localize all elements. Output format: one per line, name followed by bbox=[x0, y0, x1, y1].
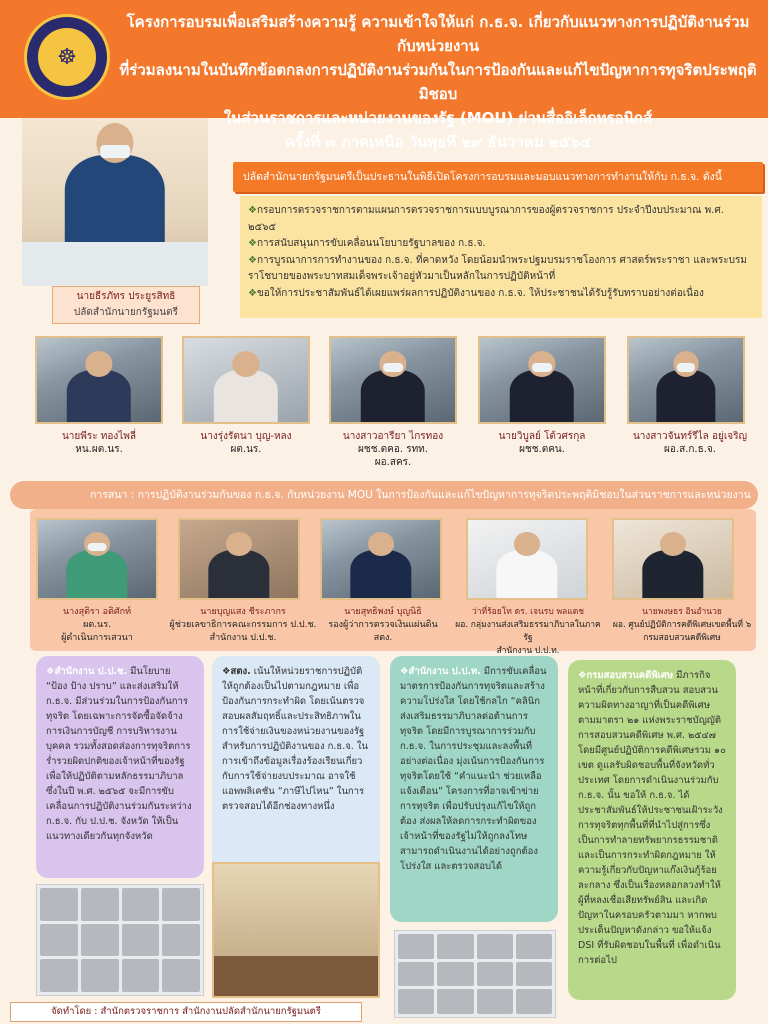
title-line-1: โครงการอบรมเพื่อเสริมสร้างความรู้ ความเข้าใจให้แก่ ก.ธ.จ. เกี่ยวกับแนวทางการปฏิบัติงานร่วมกับหน่วยงาน bbox=[126, 13, 750, 55]
bullet-item: ❖ขอให้การประชาสัมพันธ์ได้เผยแพร่ผลการปฏิบัติงานของ ก.ธ.จ. ให้ประชาชนได้รับรู้รับทราบอย่างต่อเนื่อง bbox=[248, 287, 704, 299]
footer-credit: จัดทำโดย : สำนักตรวจราชการ สำนักงานปลัดสำนักนายกรัฐมนตรี bbox=[10, 1002, 362, 1022]
video-conference-photo bbox=[36, 884, 204, 996]
box-title: สำนักงาน ป.ป.ท. bbox=[408, 666, 481, 677]
speaker-photo bbox=[178, 518, 300, 600]
bullet-item: ❖การสนับสนุนการขับเคลื่อนนโยบายรัฐบาลของ ก.ธ.จ. bbox=[248, 238, 486, 249]
box-body: มีภารกิจหน้าที่เกี่ยวกับการสืบสวน สอบสวนความผิดทางอาญาที่เป็นคดีพิเศษตามมาตรา ๒๑ แห่งพระราชบัญญัติการสอบสวนคดีพิเศษ พ.ศ. ๒๕๔๗ โดยมีศูนย์ปฏิบัติการคดีพิเศษรวม ๑๐ เขต ดูแลรับผิดชอบพื้นที่จังหวัดทั่วประเทศ โดยการดำเนินงานร่วมกับ ก.ธ.จ. นั้น ขอให้ ก.ธ.จ. ได้ประชาสัมพันธ์ให้ประชาชนเฝ้าระวังการทุจริตทุกพื้นที่ที่นำไปสู่การซึ่งเป็นการทำลายทรัพยากรธรรมชาติ และเป็นการกระทำผิดกฎหมาย ให้ความรู้เกี่ยวกับปัญหาแก๊งเงินกู้ร้อยละกลาง ซึ่งเป็นเรื่องหลอกลวงทำให้ผู้ที่หลงเชื่อเสียทรัพย์สิน และเกิดปัญหาในครอบครัวตามมา หากพบประเด็นปัญหาดังกล่าว ขอให้แจ้ง DSI ที่รับผิดชอบในพื้นที่ เพื่อดำเนินการต่อไป bbox=[578, 670, 726, 966]
official-photo bbox=[35, 336, 163, 424]
box-nacc: ❖สำนักงาน ป.ป.ช. มีนโยบาย “ป้อง ป้าง ปราบ” และส่งเสริมให้ ก.ธ.จ. มีส่วนร่วมในการป้องกันการทุจริต โดยเฉพาะการจัดซื้อจัดจ้าง การเงินการบัญชี การบริหารงานบุคคล รวมทั้งสอดส่องการทุจริตการร่ำรวยผิดปกติของเจ้าหน้าที่ของรัฐ เพื่อให้ปฏิบัติตามหลักธรรมาภิบาล ซึ่งในปี พ.ศ. ๒๕๖๕ จะมีการขับเคลื่อนการปฏิบัติงานร่วมกันระหว่าง ก.ธ.จ. กับ ป.ป.ช. จังหวัด ให้เป็นแนวทางเดียวกันทุกจังหวัด bbox=[36, 656, 204, 878]
government-emblem-icon: ☸ bbox=[24, 14, 110, 100]
title-line-2: ที่ร่วมลงนามในบันทึกข้อตกลงการปฏิบัติงานร่วมกันในการป้องกันและแก้ไขปัญหาการทุจริตประพฤติมิชอบ bbox=[119, 61, 757, 103]
box-title: กรมสอบสวนคดีพิเศษ bbox=[586, 670, 674, 681]
page-title bbox=[118, 10, 758, 154]
official-caption: นางสาวจันทร์รีไล อยู่เจริญ ผอ.ส.ก.ธ.จ. bbox=[632, 431, 748, 455]
section1-banner: ปลัดสำนักนายกรัฐมนตรีเป็นประธานในพิธีเปิดโครงการอบรมและมอบแนวทางการทำงานให้กับ ก.ธ.จ. ดังนี้ bbox=[233, 162, 763, 192]
chairperson-name: นายธีรภัทร ประยูรสิทธิ bbox=[76, 291, 176, 302]
speaker-caption: นายบุญแสง ชีระภากร ผู้ช่วยเลขาธิการคณะกรรมการ ป.ป.ช. สำนักงาน ป.ป.ช. bbox=[169, 607, 317, 643]
box-oag: ❖สตง. เน้นให้หน่วยราชการปฏิบัติให้ถูกต้องเป็นไปตามกฎหมาย เพื่อป้องกันการกระทำผิด โดยเน้นตรวจสอบผลสัมฤทธิ์และประสิทธิภาพในการใช้จ่ายเงินของหน่วยงานของรัฐ สำหรับการปฏิบัติงานของ ก.ธ.จ. ในการเข้าถึงข้อมูลเรื่องร้องเรียนเกี่ยวกับการใช้จ่ายงบประมาณ อาจใช้แอพพลิเคชัน “ภาษีไปไหน” ในการตรวจสอบได้อีกช่องทางหนึ่ง bbox=[212, 656, 380, 946]
section2-banner: การสนา : การปฏิบัติงานร่วมกันของ ก.ธ.จ. กับหน่วยงาน MOU ในการป้องกันและแก้ไขปัญหาการทุจริตประพฤติมิชอบในส่วนราชการและหน่วยงาน bbox=[10, 481, 758, 509]
official-caption: นางสาวอารียา ไกรทอง ผชช.ตคอ. รทท. ผอ.สคร. bbox=[342, 431, 444, 468]
official-photo bbox=[182, 336, 310, 424]
box-body: เน้นให้หน่วยราชการปฏิบัติให้ถูกต้องเป็นไปตามกฎหมาย เพื่อป้องกันการกระทำผิด โดยเน้นตรวจสอบผลสัมฤทธิ์และประสิทธิภาพในการใช้จ่ายเงินของหน่วยงานของรัฐ สำหรับการปฏิบัติงานของ ก.ธ.จ. ในการเข้าถึงข้อมูลเรื่องร้องเรียนเกี่ยวกับการใช้จ่ายงบประมาณ อาจใช้แอพพลิเคชัน “ภาษีไปไหน” ในการตรวจสอบได้อีกช่องทางหนึ่ง bbox=[222, 666, 368, 812]
section1-bullets bbox=[240, 196, 762, 318]
speaker-caption: ว่าที่ร้อยโท ดร. เจนรบ พลแดช ผอ. กลุ่มงานส่งเสริมธรรมาภิบาลในภาครัฐ สำนักงาน ป.ป.ท. bbox=[455, 607, 601, 656]
box-title: สำนักงาน ป.ป.ช. bbox=[54, 666, 128, 677]
chairperson-label bbox=[52, 286, 200, 324]
speaker-photo bbox=[320, 518, 442, 600]
bullet-item: ❖กรอบการตรวจราชการตามแผนการตรวจราชการแบบบูรณาการของผู้ตรวจราชการ ประจำปีงบประมาณ พ.ศ. ๒๕๖๕ bbox=[248, 205, 724, 233]
speaker-caption: นายพงษธร อินอำนวย ผอ. ศูนย์ปฏิบัติการคดีพิเศษเขตพื้นที่ ๖ กรมสอบสวนคดีพิเศษ bbox=[612, 607, 752, 643]
official-photo bbox=[478, 336, 606, 424]
box-title: สตง. bbox=[230, 666, 251, 677]
box-pacc: ❖สำนักงาน ป.ป.ท. มีการขับเคลื่อนมาตรการป้องกันการทุจริตและสร้างความโปร่งใส โดยใช้กลไก “คลินิกส่งเสริมธรรมาภิบาลต่อต้านการทุจริต โดยมีการบูรณาการร่วมกับ ก.ธ.จ. ในการประชุมและลงพื้นที่อย่างต่อเนื่อง มุ่งเน้นการป้องกันการทุจริตโดยใช้ “คำแนะนำ ช่วยเหลือ แจ้งเตือน” โครงการที่อาจเข้าข่ายการทุจริต เพื่อปรับปรุงแก้ไขให้ถูกต้อง ส่งผลให้ลดการกระทำผิดของเจ้าหน้าที่ของรัฐไม่ให้ถูกลงโทษ สามารถดำเนินงานได้อย่างถูกต้อง โปร่งใส และตรวจสอบได้ bbox=[390, 656, 558, 922]
official-photo bbox=[329, 336, 457, 424]
speaker-photo bbox=[36, 518, 158, 600]
official-photo bbox=[627, 336, 745, 424]
title-line-4: ครั้งที่ ๓ ภาคเหนือ วันพุธที่ ๒๙ ธันวาคม ๒๕๖๔ bbox=[284, 133, 592, 151]
meeting-room-photo bbox=[212, 862, 380, 998]
official-caption: นางรุ่งรัตนา บุญ-หลง ผต.นร. bbox=[200, 431, 292, 455]
box-dsi: ❖กรมสอบสวนคดีพิเศษ มีภารกิจหน้าที่เกี่ยวกับการสืบสวน สอบสวนความผิดทางอาญาที่เป็นคดีพิเศษตามมาตรา ๒๑ แห่งพระราชบัญญัติการสอบสวนคดีพิเศษ พ.ศ. ๒๕๔๗ โดยมีศูนย์ปฏิบัติการคดีพิเศษรวม ๑๐ เขต ดูแลรับผิดชอบพื้นที่จังหวัดทั่วประเทศ โดยการดำเนินงานร่วมกับ ก.ธ.จ. นั้น ขอให้ ก.ธ.จ. ได้ประชาสัมพันธ์ให้ประชาชนเฝ้าระวังการทุจริตทุกพื้นที่ที่นำไปสู่การซึ่งเป็นการทำลายทรัพยากรธรรมชาติ และเป็นการกระทำผิดกฎหมาย ให้ความรู้เกี่ยวกับปัญหาแก๊งเงินกู้ร้อยละกลาง ซึ่งเป็นเรื่องหลอกลวงทำให้ผู้ที่หลงเชื่อเสียทรัพย์สิน และเกิดปัญหาในครอบครัวตามมา หากพบประเด็นปัญหาดังกล่าว ขอให้แจ้ง DSI ที่รับผิดชอบในพื้นที่ เพื่อดำเนินการต่อไป bbox=[568, 660, 736, 1000]
chairperson-photo bbox=[22, 118, 208, 286]
official-caption: นายวิบูลย์ โต้วศรกุล ผชช.ตคน. bbox=[498, 431, 586, 455]
speaker-caption: นางสุติรา อติศักท์ ผต.นร. ผู้ดำเนินการเสวนา bbox=[61, 607, 133, 643]
chairperson-title: ปลัดสำนักนายกรัฐมนตรี bbox=[73, 307, 179, 318]
video-conference-photo bbox=[394, 930, 556, 1018]
official-caption: นายพีระ ทองไพลี่ หน.ผต.นร. bbox=[61, 431, 137, 455]
speaker-caption: นายสุทธิพงษ์ บุญนิธิ รองผู้ว่าการตรวจเงินแผ่นดิน สตง. bbox=[328, 607, 438, 643]
title-line-3: ในส่วนราชการและหน่วยงานของรัฐ (MOU) ผ่านสื่ออิเล็กทรอนิกส์ bbox=[223, 109, 653, 127]
speaker-photo bbox=[466, 518, 588, 600]
box-body: มีการขับเคลื่อนมาตรการป้องกันการทุจริตและสร้างความโปร่งใส โดยใช้กลไก “คลินิกส่งเสริมธรรมาภิบาลต่อต้านการทุจริต โดยมีการบูรณาการร่วมกับ ก.ธ.จ. ในการประชุมและลงพื้นที่อย่างต่อเนื่อง มุ่งเน้นการป้องกันการทุจริตโดยใช้ “คำแนะนำ ช่วยเหลือ แจ้งเตือน” โครงการที่อาจเข้าข่ายการทุจริต เพื่อปรับปรุงแก้ไขให้ถูกต้อง ส่งผลให้ลดการกระทำผิดของเจ้าหน้าที่ของรัฐไม่ให้ถูกลงโทษ สามารถดำเนินงานได้อย่างถูกต้อง โปร่งใส และตรวจสอบได้ bbox=[400, 666, 547, 872]
speaker-photo bbox=[612, 518, 734, 600]
bullet-item: ❖การบูรณาการการทำงานของ ก.ธ.จ. ที่คาดหวัง โดยน้อมนำพระปฐมบรมราชโองการ ศาสตร์พระราชา และพระบรมราโชบายของพระบาทสมเด็จพระเจ้าอยู่หัวมาเป็นหลักในการปฏิบัติหน้าที่ bbox=[248, 254, 747, 282]
box-body: มีนโยบาย “ป้อง ป้าง ปราบ” และส่งเสริมให้ ก.ธ.จ. มีส่วนร่วมในการป้องกันการทุจริต โดยเฉพาะการจัดซื้อจัดจ้าง การเงินการบัญชี การบริหารงานบุคคล รวมทั้งสอดส่องการทุจริตการร่ำรวยผิดปกติของเจ้าหน้าที่ของรัฐ เพื่อให้ปฏิบัติตามหลักธรรมาภิบาล ซึ่งในปี พ.ศ. ๒๕๖๕ จะมีการขับเคลื่อนการปฏิบัติงานร่วมกันระหว่าง ก.ธ.จ. กับ ป.ป.ช. จังหวัด ให้เป็นแนวทางเดียวกันทุกจังหวัด bbox=[46, 666, 192, 842]
